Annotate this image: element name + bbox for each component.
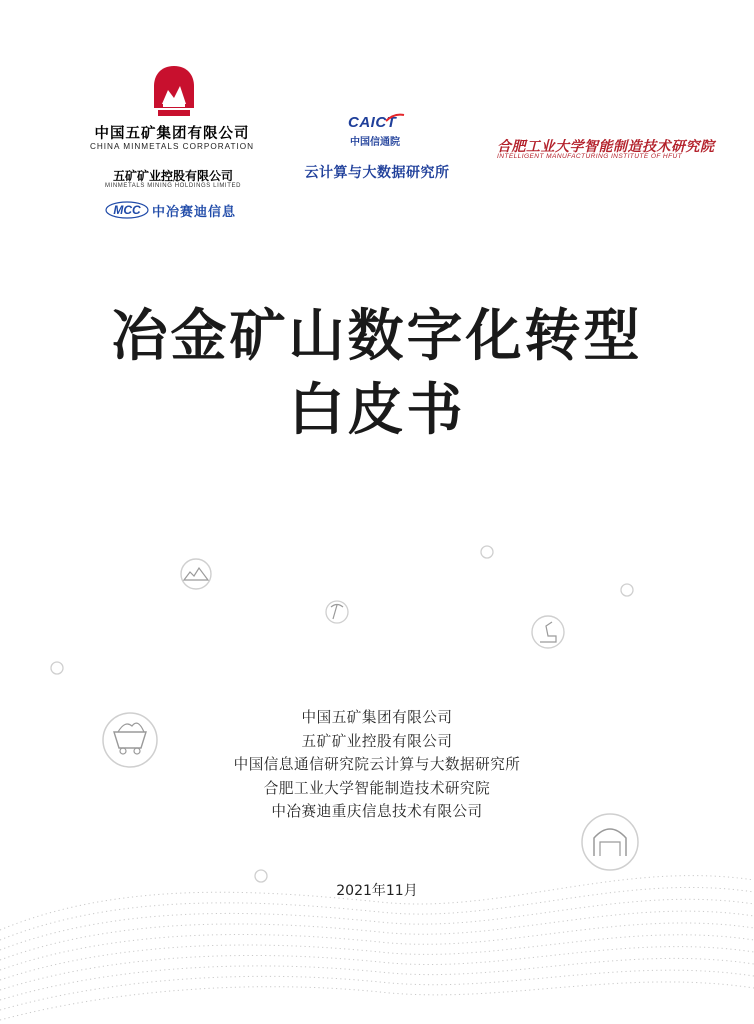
publisher-item: 五矿矿业控股有限公司 (301, 732, 453, 750)
caict-swoosh-icon (384, 113, 406, 123)
title-line-2: 白皮书 (288, 378, 466, 443)
mmh-english-name: MINMETALS MINING HOLDINGS LIMITED (104, 183, 242, 189)
mcc-mark-text: MCC (113, 203, 141, 217)
mmh-name: 五矿矿业控股有限公司 (112, 169, 233, 183)
publisher-item: 合肥工业大学智能制造技术研究院 (263, 779, 491, 797)
cmc-english-name: CHINA MINMETALS CORPORATION (89, 142, 255, 151)
mcc-logo-icon (105, 201, 149, 219)
caict-institute-name: 云计算与大数据研究所 (304, 165, 450, 181)
pickaxe-icon (326, 601, 348, 623)
hfut-name: 合肥工业大学智能制造技术研究院 (497, 139, 715, 155)
publisher-list (0, 706, 754, 824)
cmc-name: 中国五矿集团有限公司 (94, 126, 250, 142)
mcc-name: 中冶赛迪信息 (152, 205, 237, 220)
title-line-1: 冶金矿山数字化转型 (111, 304, 643, 369)
caict-mark: CAICT (348, 114, 397, 131)
excavator-icon (532, 616, 564, 648)
publisher-item: 中冶赛迪重庆信息技术有限公司 (271, 803, 483, 820)
publish-date: 2021年11月 (336, 883, 418, 899)
caict-chinese-name: 中国信通院 (350, 137, 400, 148)
hfut-english-name: INTELLIGENT MANUFACTURING INSTITUTE OF HFUT (497, 153, 683, 160)
publisher-item: 中国五矿集团有限公司 (301, 709, 453, 726)
mine-hill-icon (181, 559, 211, 589)
publisher-item: 中国信息通信研究院云计算与大数据研究所 (233, 756, 521, 773)
minmetals-emblem-icon (150, 64, 198, 118)
